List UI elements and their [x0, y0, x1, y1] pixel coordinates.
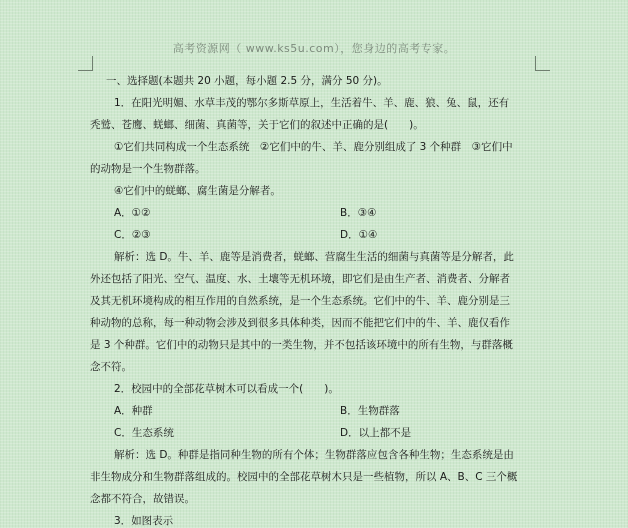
option-b: B．③④ [340, 207, 377, 219]
option-c: C．②③ [114, 229, 151, 241]
section-heading: 一、选择题(本题共 20 小题，每小题 2.5 分，满分 50 分)。 [106, 75, 388, 87]
margin-corner-mark [535, 56, 550, 71]
analysis-line: 是 3 个种群。它们中的动物只是其中的一类生物，并不包括该环境中的所有生物，与群落概 [90, 339, 513, 351]
option-a: A．①② [114, 207, 151, 219]
question-1-line: 秃鹫、苍鹰、蜣螂、细菌、真菌等，关于它们的叙述中正确的是( )。 [90, 119, 424, 131]
option-b: B．生物群落 [340, 405, 400, 417]
analysis-line: 种动物的总称，每一种动物会涉及到很多具体种类，因而不能把它们中的牛、羊、鹿仅看作 [90, 317, 510, 329]
question-2: 2．校园中的全部花草树木可以看成一个( )。 [114, 383, 339, 395]
question-1-line: 1．在阳光明媚、水草丰茂的鄂尔多斯草原上，生活着牛、羊、鹿、狼、兔、鼠，还有 [114, 97, 510, 109]
analysis-line: 外还包括了阳光、空气、温度、水、土壤等无机环境，即它们是由生产者、消费者、分解者 [90, 273, 510, 285]
margin-corner-mark [78, 56, 93, 71]
analysis-line: 念都不符合，故错误。 [90, 493, 195, 505]
question-1-statement: ④它们中的蜣螂、腐生菌是分解者。 [114, 185, 281, 197]
option-c: C．生态系统 [114, 427, 174, 439]
option-a: A．种群 [114, 405, 153, 417]
option-d: D．以上都不是 [340, 427, 412, 439]
question-1-statement: 的动物是一个生物群落。 [90, 163, 206, 175]
analysis-line: 非生物成分和生物群落组成的。校园中的全部花草树木只是一些植物，所以 A、B、C 三个概 [90, 471, 518, 483]
page-header: 高考资源网（ www.ks5u.com），您身边的高考专家。 [172, 42, 456, 55]
option-d: D．①④ [340, 229, 378, 241]
analysis-line: 解析：选 D。牛、羊、鹿等是消费者，蜣螂、营腐生生活的细菌与真菌等是分解者，此 [114, 251, 514, 263]
question-3: 3．如图表示 [114, 515, 174, 527]
analysis-line: 念不符。 [90, 361, 132, 373]
analysis-line: 解析：选 D。种群是指同种生物的所有个体；生物群落应包含各种生物；生态系统是由 [114, 449, 514, 461]
analysis-line: 及其无机环境构成的相互作用的自然系统，是一个生态系统。它们中的牛、羊、鹿分别是三 [90, 295, 510, 307]
question-1-statement: ①它们共同构成一个生态系统 ②它们中的牛、羊、鹿分别组成了 3 个种群 ③它们中 [114, 141, 513, 153]
